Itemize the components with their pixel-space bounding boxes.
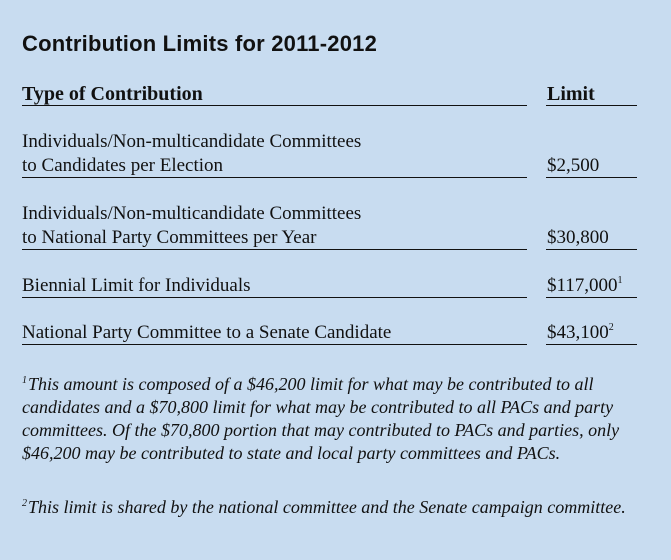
footnote-2-marker: 2: [22, 498, 27, 509]
row-1-rule-left: [22, 177, 527, 178]
limit-value: $117,000: [547, 275, 618, 296]
header-rule-left: [22, 105, 527, 106]
footnote-2: [22, 496, 650, 519]
header-rule-right: [546, 105, 637, 106]
limit-value: $2,500: [547, 155, 600, 176]
column-header-limit: Limit: [547, 83, 595, 105]
table-row-2-line-2: to National Party Committees per Year: [22, 227, 317, 248]
footnote-1-marker: 1: [22, 375, 27, 386]
table-row-3-line-1: Biennial Limit for Individuals: [22, 275, 251, 296]
table-row-2-limit: [547, 226, 609, 250]
row-3-rule-right: [546, 297, 637, 298]
limit-value: $43,100: [547, 322, 609, 343]
row-1-rule-right: [546, 177, 637, 178]
page-title: Contribution Limits for 2011-2012: [22, 31, 378, 56]
row-2-rule-left: [22, 249, 527, 250]
row-2-rule-right: [546, 249, 637, 250]
table-row-1-line-1: Individuals/Non-multicandidate Committees: [22, 131, 362, 152]
column-header-type: Type of Contribution: [22, 83, 203, 105]
row-3-rule-left: [22, 297, 527, 298]
footnote-2-text: This limit is shared by the national committee and the Senate campaign committee.: [28, 497, 626, 517]
footnote-marker: 2: [608, 322, 614, 333]
row-4-rule-right: [546, 344, 637, 345]
table-row-3-limit: [547, 274, 623, 298]
footnote-1-text: This amount is composed of a $46,200 limit for what may be contributed to all candidates and a $70,800 limit for what may be contributed to all PACs and party committees. Of the $70,800 portion that may contributed to PACs and parties, only $46,200 may be contributed to state and local party committees and PACs.: [22, 374, 620, 463]
table-row-1-limit: [547, 154, 599, 178]
table-row-4-limit: [547, 321, 614, 345]
table-row-1-line-2: to Candidates per Election: [22, 155, 224, 176]
limit-value: $30,800: [547, 227, 609, 248]
footnote-marker: 1: [617, 275, 623, 286]
footnote-1: [22, 373, 650, 465]
table-row-2-line-1: Individuals/Non-multicandidate Committees: [22, 203, 362, 224]
row-4-rule-left: [22, 344, 527, 345]
table-row-4-line-1: National Party Committee to a Senate Candidate: [22, 322, 392, 343]
